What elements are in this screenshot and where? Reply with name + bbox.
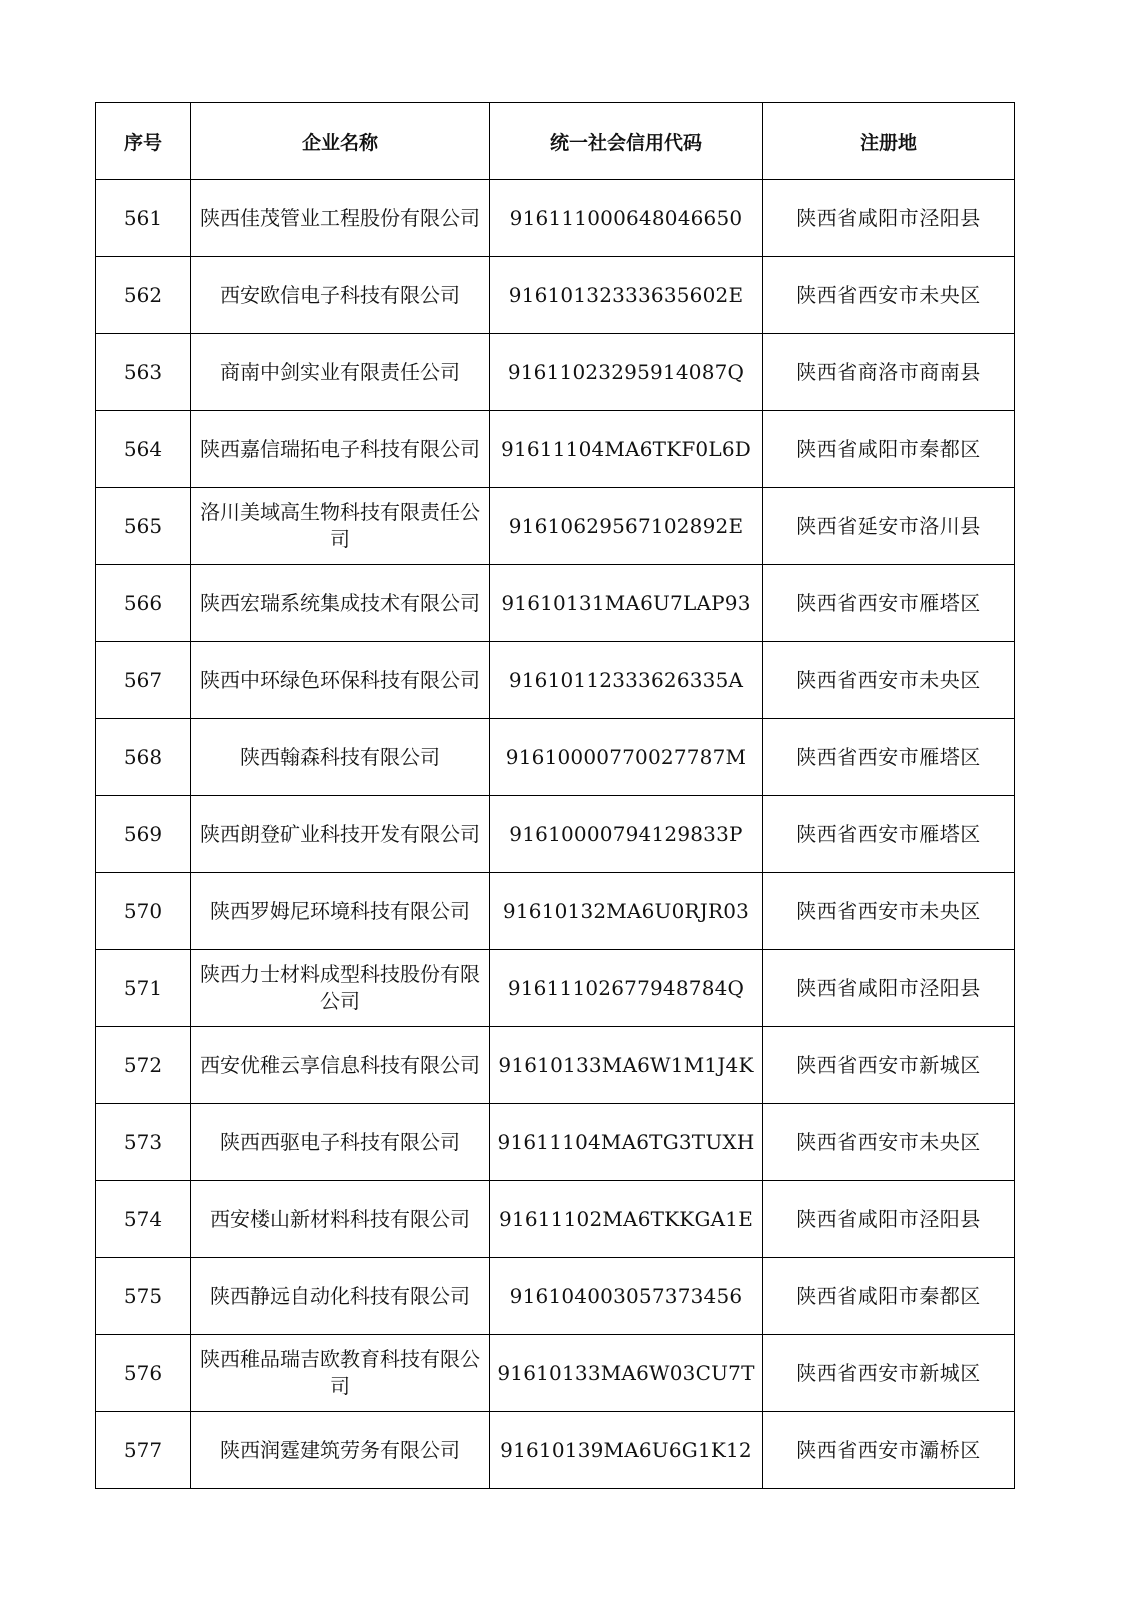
table-row <box>96 411 1015 488</box>
row-credit-code: 91610629567102892E <box>490 488 763 565</box>
row-credit-code: 91610112333626335A <box>490 642 763 719</box>
row-company-name: 陕西西驱电子科技有限公司 <box>191 1104 490 1181</box>
row-region: 陕西省西安市未央区 <box>763 642 1015 719</box>
row-seq: 569 <box>96 796 191 873</box>
table-row <box>96 1258 1015 1335</box>
row-region: 陕西省西安市未央区 <box>763 873 1015 950</box>
row-company-name: 陕西静远自动化科技有限公司 <box>191 1258 490 1335</box>
row-seq: 563 <box>96 334 191 411</box>
row-credit-code: 91610132MA6U0RJR03 <box>490 873 763 950</box>
row-region: 陕西省咸阳市泾阳县 <box>763 1181 1015 1258</box>
table-row <box>96 1412 1015 1489</box>
row-company-name: 陕西朗登矿业科技开发有限公司 <box>191 796 490 873</box>
row-company-name: 陕西宏瑞系统集成技术有限公司 <box>191 565 490 642</box>
row-company-name: 陕西罗姆尼环境科技有限公司 <box>191 873 490 950</box>
row-region: 陕西省延安市洛川县 <box>763 488 1015 565</box>
row-seq: 573 <box>96 1104 191 1181</box>
header-name: 企业名称 <box>191 103 490 180</box>
row-company-name: 西安楼山新材料科技有限公司 <box>191 1181 490 1258</box>
row-credit-code: 91610139MA6U6G1K12 <box>490 1412 763 1489</box>
row-region: 陕西省西安市雁塔区 <box>763 565 1015 642</box>
row-credit-code: 91611102MA6TKKGA1E <box>490 1181 763 1258</box>
row-seq: 570 <box>96 873 191 950</box>
row-company-name: 陕西佳茂管业工程股份有限公司 <box>191 180 490 257</box>
row-region: 陕西省西安市雁塔区 <box>763 796 1015 873</box>
table-row <box>96 1027 1015 1104</box>
row-seq: 566 <box>96 565 191 642</box>
row-seq: 572 <box>96 1027 191 1104</box>
row-company-name: 陕西润霆建筑劳务有限公司 <box>191 1412 490 1489</box>
row-company-name: 陕西力士材料成型科技股份有限公司 <box>191 950 490 1027</box>
table-row <box>96 1181 1015 1258</box>
row-seq: 562 <box>96 257 191 334</box>
row-company-name: 西安欧信电子科技有限公司 <box>191 257 490 334</box>
row-seq: 576 <box>96 1335 191 1412</box>
row-region: 陕西省西安市未央区 <box>763 1104 1015 1181</box>
row-seq: 564 <box>96 411 191 488</box>
row-region: 陕西省咸阳市泾阳县 <box>763 950 1015 1027</box>
row-company-name: 商南中剑实业有限责任公司 <box>191 334 490 411</box>
table-row <box>96 180 1015 257</box>
row-credit-code: 91611104MA6TKF0L6D <box>490 411 763 488</box>
table-row <box>96 796 1015 873</box>
row-region: 陕西省西安市新城区 <box>763 1027 1015 1104</box>
row-company-name: 陕西中环绿色环保科技有限公司 <box>191 642 490 719</box>
row-region: 陕西省西安市雁塔区 <box>763 719 1015 796</box>
row-seq: 561 <box>96 180 191 257</box>
row-region: 陕西省咸阳市泾阳县 <box>763 180 1015 257</box>
table-row <box>96 257 1015 334</box>
row-company-name: 西安优稚云享信息科技有限公司 <box>191 1027 490 1104</box>
row-credit-code: 91610133MA6W03CU7T <box>490 1335 763 1412</box>
row-region: 陕西省咸阳市秦都区 <box>763 411 1015 488</box>
row-seq: 577 <box>96 1412 191 1489</box>
row-credit-code: 916104003057373456 <box>490 1258 763 1335</box>
row-seq: 571 <box>96 950 191 1027</box>
row-company-name: 洛川美域高生物科技有限责任公司 <box>191 488 490 565</box>
table-body <box>96 180 1015 1489</box>
table-header-row <box>96 103 1015 180</box>
table-row <box>96 873 1015 950</box>
row-region: 陕西省西安市灞桥区 <box>763 1412 1015 1489</box>
row-seq: 575 <box>96 1258 191 1335</box>
table-row <box>96 334 1015 411</box>
table-row <box>96 1335 1015 1412</box>
row-company-name: 陕西稚品瑞吉欧教育科技有限公司 <box>191 1335 490 1412</box>
row-credit-code: 91610000770027787M <box>490 719 763 796</box>
enterprise-table <box>95 102 1015 1489</box>
table-row <box>96 1104 1015 1181</box>
header-region: 注册地 <box>763 103 1015 180</box>
row-company-name: 陕西嘉信瑞拓电子科技有限公司 <box>191 411 490 488</box>
row-seq: 565 <box>96 488 191 565</box>
row-company-name: 陕西翰森科技有限公司 <box>191 719 490 796</box>
table-row <box>96 565 1015 642</box>
row-credit-code: 91611023295914087Q <box>490 334 763 411</box>
table-row <box>96 642 1015 719</box>
row-credit-code: 91611102677948784Q <box>490 950 763 1027</box>
row-region: 陕西省咸阳市秦都区 <box>763 1258 1015 1335</box>
row-region: 陕西省西安市新城区 <box>763 1335 1015 1412</box>
row-seq: 567 <box>96 642 191 719</box>
header-seq: 序号 <box>96 103 191 180</box>
row-credit-code: 91610133MA6W1M1J4K <box>490 1027 763 1104</box>
row-seq: 568 <box>96 719 191 796</box>
table-row <box>96 719 1015 796</box>
row-seq: 574 <box>96 1181 191 1258</box>
row-credit-code: 91611104MA6TG3TUXH <box>490 1104 763 1181</box>
row-credit-code: 916111000648046650 <box>490 180 763 257</box>
row-credit-code: 91610131MA6U7LAP93 <box>490 565 763 642</box>
header-code: 统一社会信用代码 <box>490 103 763 180</box>
row-region: 陕西省西安市未央区 <box>763 257 1015 334</box>
row-region: 陕西省商洛市商南县 <box>763 334 1015 411</box>
table-row <box>96 950 1015 1027</box>
row-credit-code: 91610132333635602E <box>490 257 763 334</box>
table-row <box>96 488 1015 565</box>
row-credit-code: 91610000794129833P <box>490 796 763 873</box>
